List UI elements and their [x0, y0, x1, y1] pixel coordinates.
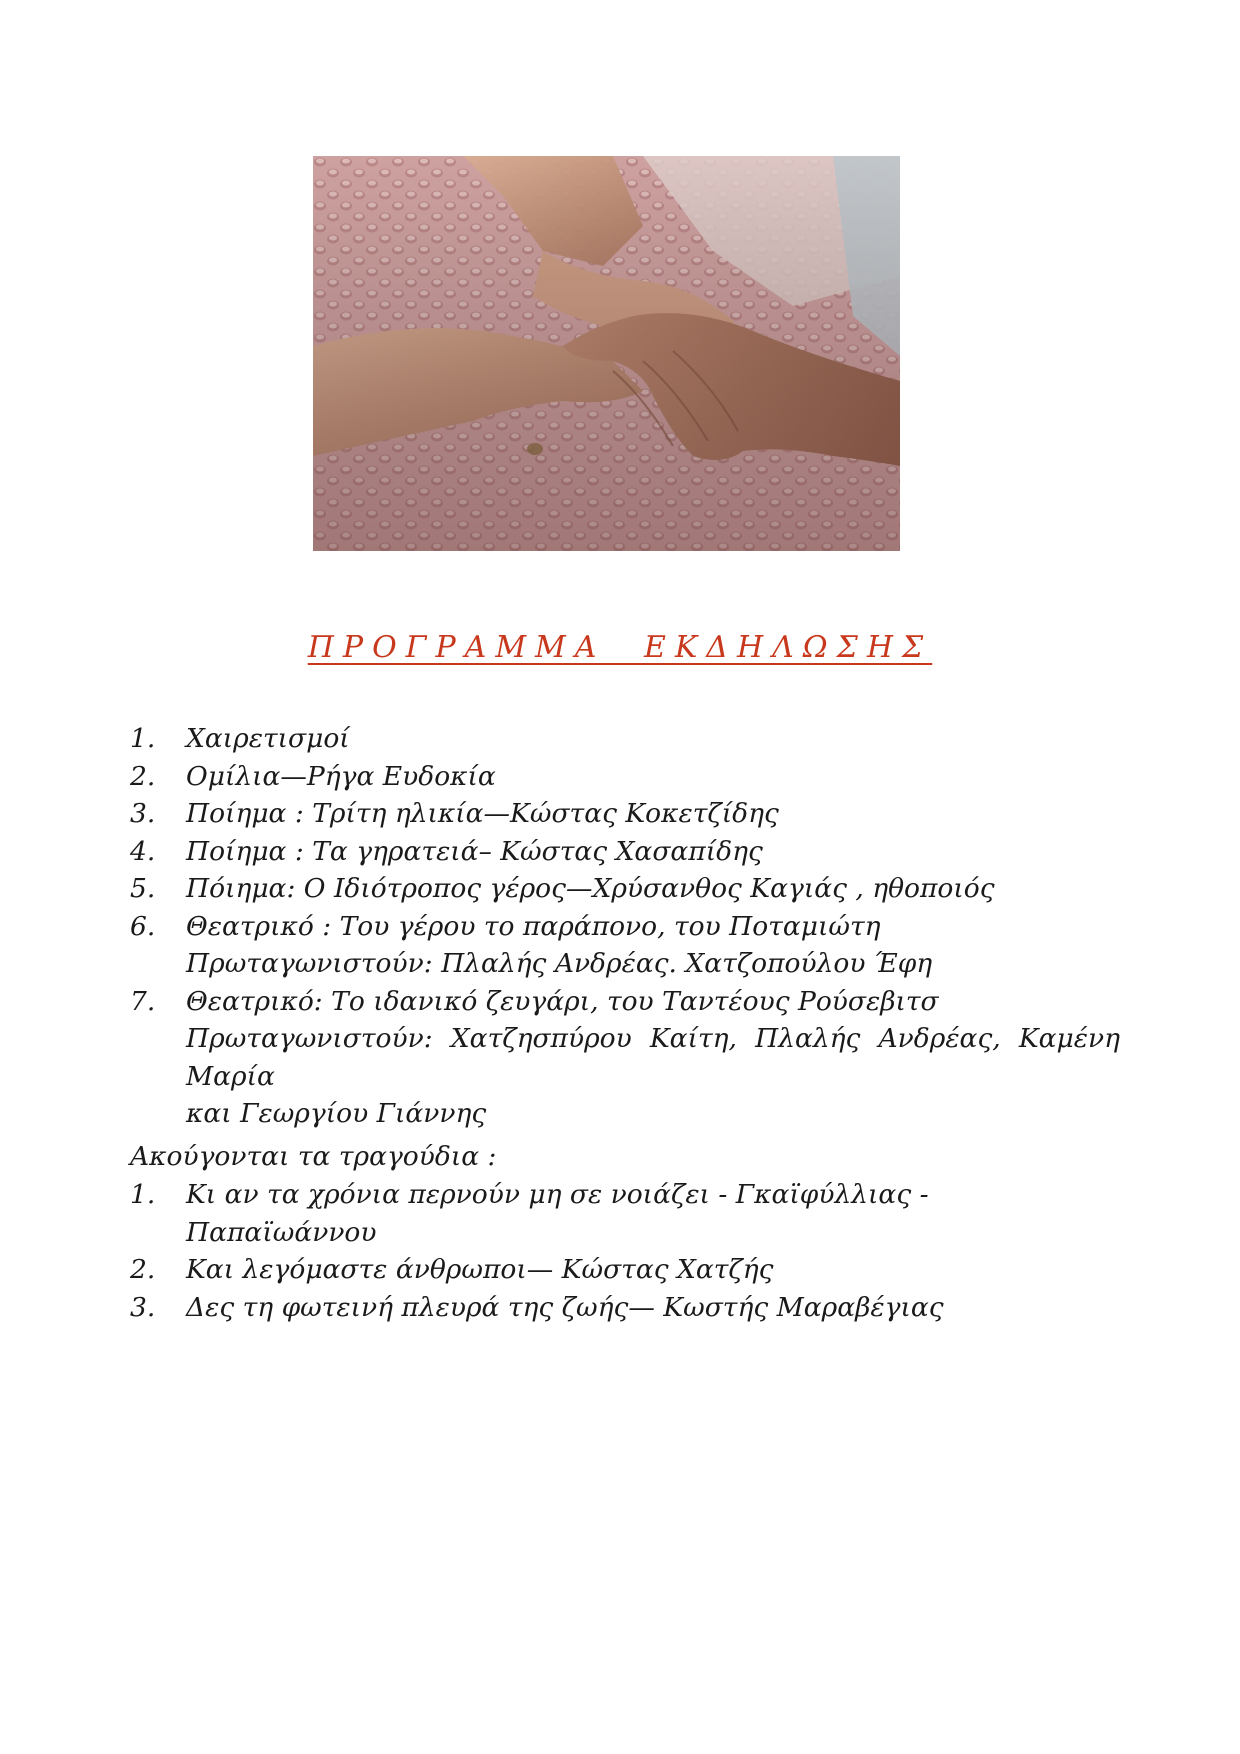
item-number: 2. — [130, 760, 156, 792]
program-title: ΠΡΟΓΡΑΜΜΑ ΕΚΔΗΛΩΣΗΣ — [307, 630, 933, 665]
item-text: Ομίλια—Ρήγα Ευδοκία — [186, 760, 496, 792]
song-text: Δες τη φωτεινή πλευρά της ζωής— Κωστής Μαραβέγιας — [186, 1291, 944, 1323]
item-number: 5. — [130, 873, 156, 904]
item-number: 7. — [130, 985, 156, 1017]
item-number: 1. — [130, 723, 156, 754]
song-number: 3. — [130, 1291, 156, 1323]
song-text: Και λεγόμαστε άνθρωποι— Κώστας Χατζής — [186, 1254, 774, 1285]
song-item — [130, 1251, 1120, 1289]
songs-list — [130, 1176, 1120, 1326]
song-number: 2. — [130, 1254, 156, 1285]
holding-hands-photo — [313, 156, 900, 551]
program-item — [130, 795, 1120, 833]
item-text: Ποίημα : Τα γηρατειά– Κώστας Χασαπίδης — [186, 835, 763, 867]
item-cast: Πρωταγωνιστούν: Χατζησπύρου Καίτη, Πλαλής Ανδρέας, Καμένη Μαρία — [186, 1023, 1120, 1092]
program-item — [130, 870, 1120, 908]
program-item — [130, 758, 1120, 796]
program-item — [130, 833, 1120, 871]
song-item — [130, 1176, 1120, 1251]
item-text: Θεατρικό: Το ιδανικό ζευγάρι, του Ταντέους Ρούσεβιτσ — [186, 985, 939, 1017]
item-cast-continued: και Γεωργίου Γιάννης — [186, 1098, 487, 1129]
song-number: 1. — [130, 1179, 156, 1210]
songs-heading: Ακούγονται τα τραγούδια : — [130, 1141, 497, 1172]
program-item — [130, 720, 1120, 758]
item-number: 4. — [130, 835, 156, 867]
item-text: Χαιρετισμοί — [186, 723, 350, 754]
song-item — [130, 1289, 1120, 1327]
item-number: 6. — [130, 910, 156, 942]
song-text: Κι αν τα χρόνια περνούν μη σε νοιάζει - Γκαϊφύλλιας - Παπαϊωάννου — [186, 1179, 929, 1248]
program-list — [130, 720, 1120, 1133]
item-cast: Πρωταγωνιστούν: Πλαλής Ανδρέας. Χατζοπούλου Έφη — [186, 948, 933, 979]
program-item — [130, 983, 1120, 1133]
item-text: Ποίημα : Τρίτη ηλικία—Κώστας Κοκετζίδης — [186, 798, 779, 829]
item-text: Θεατρικό : Του γέρου το παράπονο, του Ποταμιώτη — [186, 910, 881, 942]
program-item — [130, 908, 1120, 983]
item-text: Πόιημα: Ο Ιδιότροπος γέρος—Χρύσανθος Καγιάς , ηθοποιός — [186, 873, 995, 904]
item-number: 3. — [130, 798, 156, 829]
